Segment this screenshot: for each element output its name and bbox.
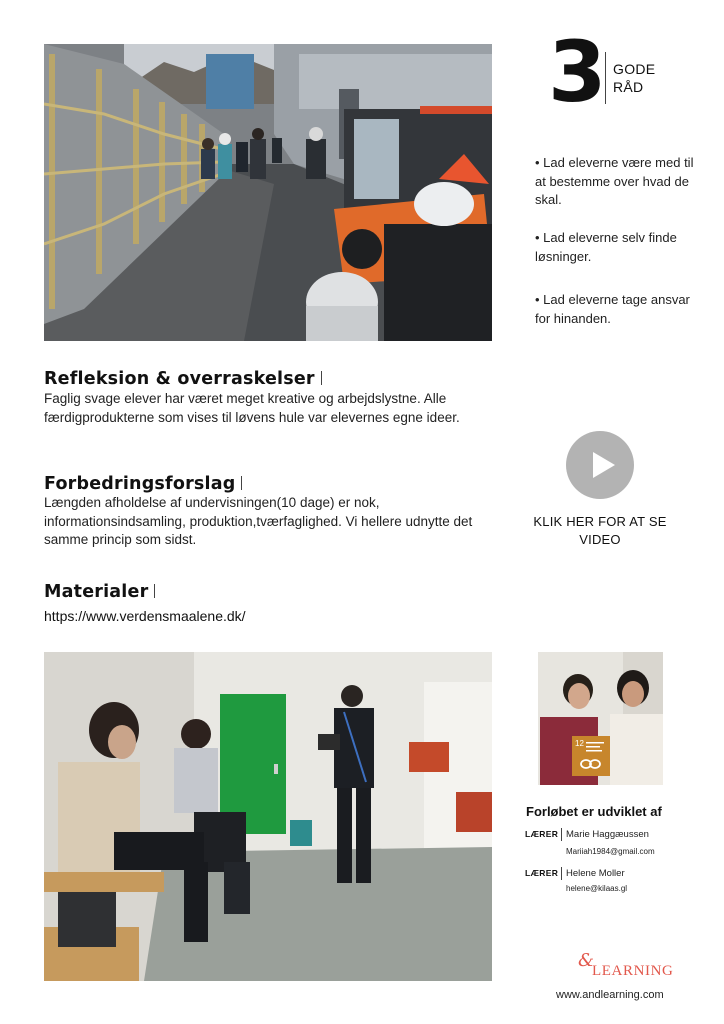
materials-link[interactable]: https://www.verdensmaalene.dk/	[44, 608, 246, 624]
tips-heading-line1: GODE	[613, 61, 656, 77]
video-link-label[interactable]: KLIK HER FOR AT SE VIDEO	[533, 514, 667, 547]
developer-email[interactable]: Mariiah1984@gmail.com	[566, 847, 655, 856]
reflection-heading: Refleksion & overraskelser	[44, 369, 322, 389]
improvement-text: Længden afholdelse af undervisningen(10 dage) er nok, informationsindsamling, produktion,tværfaglighed. Vi hellere udnytte det samme princip som sidst.	[44, 495, 473, 547]
developer-email[interactable]: helene@kilaas.gl	[566, 884, 628, 893]
materials-heading: Materialer	[44, 582, 155, 602]
tips-heading-line2: RÅD	[613, 79, 644, 95]
tip-item: • Lad eleverne selv finde løsninger.	[535, 230, 677, 264]
brand-logo: LEARNING	[592, 963, 674, 979]
developers-title: Forløbet er udviklet af	[526, 804, 662, 819]
brand-ampersand: &	[578, 950, 595, 971]
website-link[interactable]: www.andlearning.com	[556, 989, 664, 1001]
developer-name: Marie Haggæussen	[566, 829, 649, 840]
classroom-photo	[44, 652, 492, 981]
tip-item: • Lad eleverne være med til at bestemme over hvad de skal.	[535, 155, 694, 207]
reflection-text: Faglig svage elever har været meget kreative og arbejdslystne. Alle færdigprodukterne som vises til løvens hule var elevernes egne ideer.	[44, 391, 460, 425]
role-label: LÆRER	[525, 829, 559, 839]
developer-name: Helene Moller	[566, 868, 625, 879]
play-icon[interactable]	[593, 452, 615, 478]
teachers-photo	[538, 652, 663, 785]
divider	[605, 52, 606, 104]
divider	[561, 828, 562, 841]
sdg-number: 12	[575, 739, 584, 748]
tips-number: 3	[548, 23, 605, 121]
improvement-heading: Forbedringsforslag	[44, 474, 242, 494]
tip-item: • Lad eleverne tage ansvar for hinanden.	[535, 292, 690, 326]
factory-visit-photo	[44, 44, 492, 341]
divider	[561, 867, 562, 880]
role-label: LÆRER	[525, 868, 559, 878]
